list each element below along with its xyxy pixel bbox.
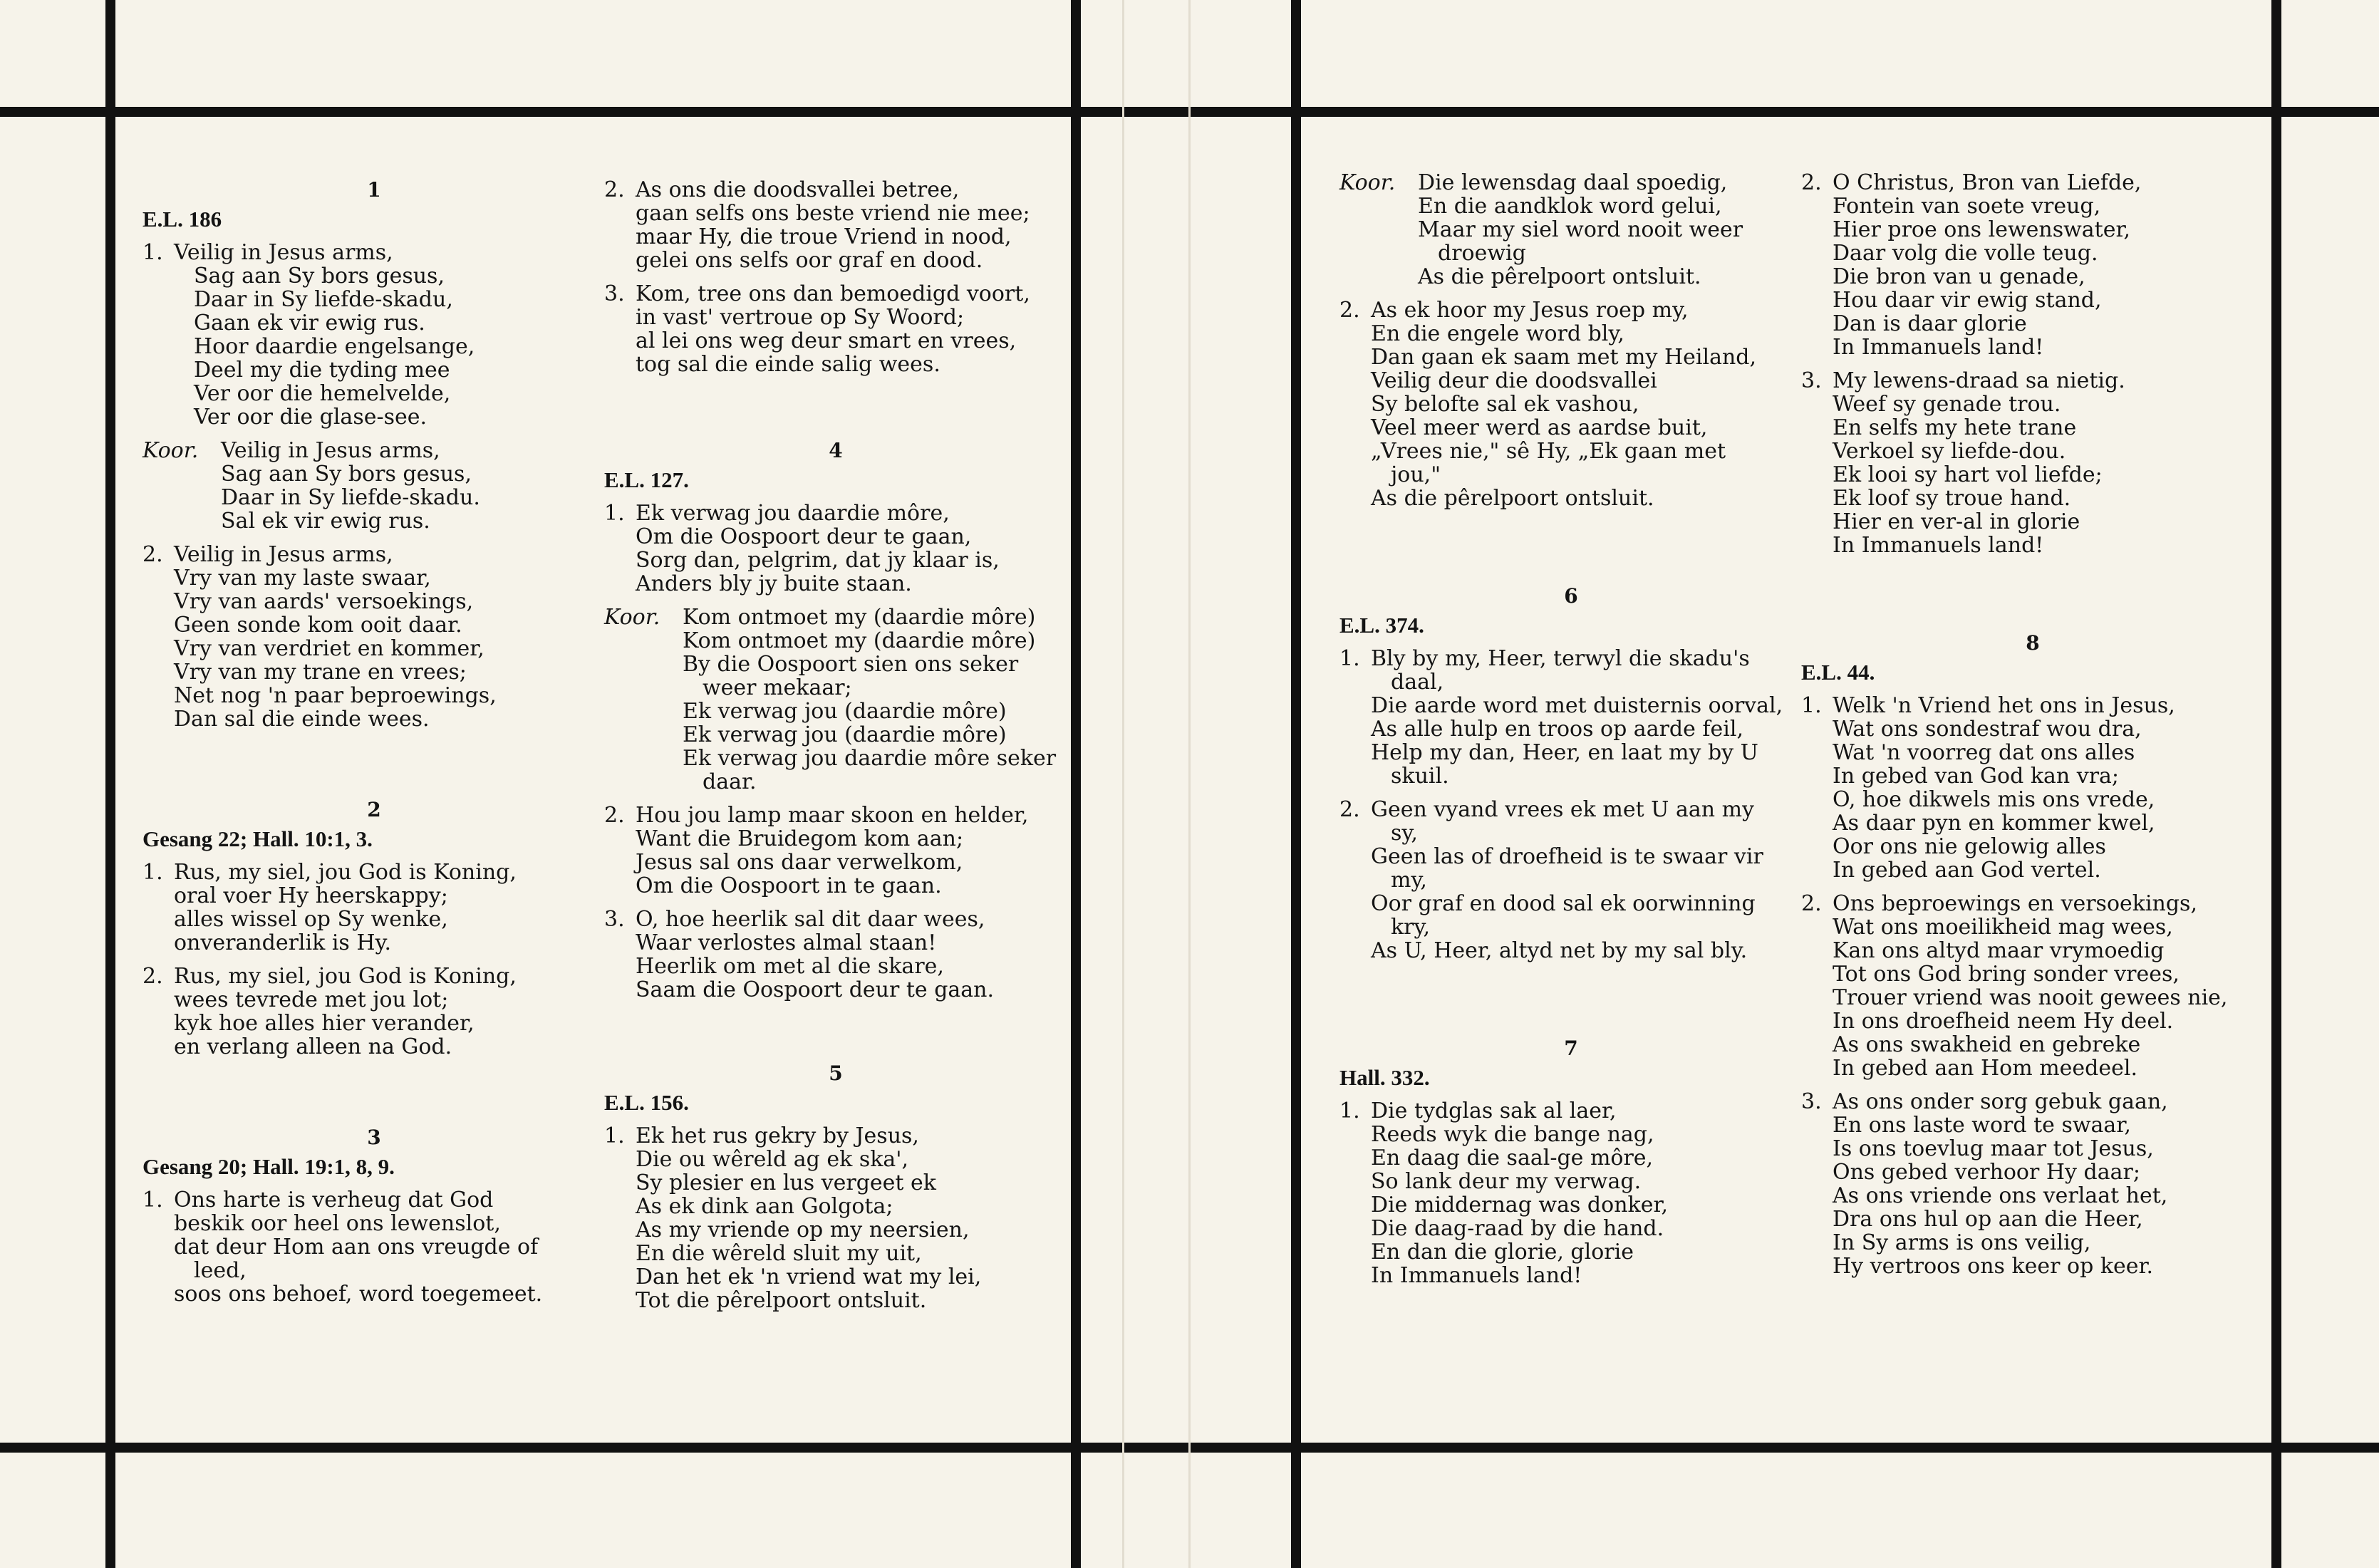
verse-line: Net nog 'n paar beproewings,	[174, 683, 497, 708]
verse	[142, 861, 606, 955]
chorus-label: Koor.	[142, 438, 199, 463]
hymn-number: 8	[2026, 631, 2040, 655]
verse-line: As die pêrelpoort ontsluit.	[1418, 264, 1701, 289]
verse-label: 1.	[1801, 693, 1822, 718]
verse-line: Die tydglas sak al laer,	[1371, 1099, 1617, 1123]
verse-line: gaan selfs ons beste vriend nie mee;	[636, 201, 1030, 226]
verse-label: 3.	[604, 281, 625, 306]
verse-line: Hou daar vir ewig stand,	[1833, 288, 2102, 313]
hymn-8	[1801, 631, 2264, 1278]
verse-label: 2.	[1339, 797, 1360, 822]
verse-line: In ons droefheid neem Hy deel.	[1833, 1009, 2174, 1034]
verse-line: Wat ons moeilikheid mag wees,	[1833, 915, 2173, 940]
verse-lines	[1833, 892, 2264, 1080]
verse	[1801, 369, 2264, 557]
verse-line: O, hoe dikwels mis ons vrede,	[1833, 787, 2155, 812]
verse-line: As ons die doodsvallei betree,	[636, 177, 960, 202]
verse-lines	[1371, 1099, 1803, 1287]
right-outer-rule	[2271, 0, 2281, 1568]
verse-lines	[636, 502, 1067, 596]
hymn-5	[604, 1061, 1067, 1312]
verse-line: As die pêrelpoort ontsluit.	[1371, 486, 1654, 511]
verse-lines	[636, 908, 1067, 1002]
verse-line: In gebed van God kan vra;	[1833, 764, 2120, 789]
hymn-1	[142, 178, 606, 731]
verse-lines	[1371, 298, 1803, 510]
verse-label: 2.	[142, 542, 163, 567]
verse-line: Anders bly jy buite staan.	[636, 571, 912, 596]
verse-line: Sal ek vir ewig rus.	[221, 509, 430, 534]
verse-line: Die bron van u genade,	[1833, 264, 2085, 289]
chorus-label: Koor.	[604, 605, 660, 630]
verse-line: Jesus sal ons daar verwelkom,	[636, 850, 963, 875]
verse-label: 2.	[1801, 891, 1822, 916]
verse-line: Oor ons nie gelowig alles	[1833, 834, 2106, 859]
verse-line: Heerlik om met al die skare,	[636, 954, 944, 979]
verse-label: 2.	[1339, 298, 1360, 323]
verse-line: En dan die glorie, glorie	[1371, 1240, 1634, 1265]
verse-line: Bly by my, Heer, terwyl die skadu's	[1371, 646, 1750, 671]
verse-line: daar.	[703, 769, 757, 794]
verse	[1339, 298, 1803, 510]
verse-line: In gebed aan God vertel.	[1833, 858, 2101, 883]
verse-line: En die engele word bly,	[1371, 321, 1624, 346]
verse-lines	[174, 1188, 606, 1306]
hymn-3	[142, 1126, 606, 1306]
verse	[1339, 1099, 1803, 1287]
verse-lines	[174, 543, 606, 731]
hymn-source: E.L. 156.	[604, 1090, 689, 1115]
verse-line: Geen sonde kom ooit daar.	[174, 613, 462, 638]
page-fold-right	[1188, 0, 1191, 1568]
verse-line: dat deur Hom aan ons vreugde of	[174, 1235, 539, 1260]
verse-line: my,	[1391, 868, 1427, 893]
page-fold-left	[1122, 0, 1124, 1568]
verse-label: 1.	[142, 1188, 163, 1213]
verse-line: Ek verwag jou (daardie môre)	[683, 699, 1007, 724]
verse-line: As daar pyn en kommer kwel,	[1833, 811, 2155, 836]
verse-line: As ons onder sorg gebuk gaan,	[1833, 1089, 2168, 1114]
hymn-7-continued	[1801, 171, 2264, 557]
verse	[604, 502, 1067, 596]
verse-line: As alle hulp en troos op aarde feil,	[1371, 717, 1743, 742]
verse-line: Veilig in Jesus arms,	[174, 542, 393, 567]
verse-line: Sag aan Sy bors gesus,	[194, 264, 445, 289]
verse-lines	[174, 965, 606, 1059]
verse-line: soos ons behoef, word toegemeet.	[174, 1282, 543, 1307]
verse-line: Die ou wêreld ag ek ska',	[636, 1147, 909, 1172]
verse-line: As ek hoor my Jesus roep my,	[1371, 298, 1689, 323]
verse	[1339, 798, 1803, 962]
verse-lines	[1833, 369, 2264, 557]
verse	[142, 965, 606, 1059]
verse-line: Tot ons God bring sonder vrees,	[1833, 962, 2180, 987]
verse-label: 2.	[604, 803, 625, 828]
verse-line: Veel meer werd as aardse buit,	[1371, 415, 1708, 440]
hymn-number: 2	[367, 798, 381, 821]
verse-line: Waar verlostes almal staan!	[636, 930, 937, 955]
verse	[142, 241, 606, 429]
verse-line: Hy vertroos ons keer op keer.	[1833, 1254, 2154, 1279]
verse-line: Help my dan, Heer, en laat my by U	[1371, 740, 1758, 765]
verse-line: Tot die pêrelpoort ontsluit.	[636, 1288, 927, 1313]
hymn-7	[1339, 1037, 1803, 1287]
verse-line: As U, Heer, altyd net by my sal bly.	[1371, 938, 1748, 963]
verse-label: 2.	[1801, 170, 1822, 195]
verse-line: Rus, my siel, jou God is Koning,	[174, 964, 517, 989]
column-4	[1801, 171, 2264, 1288]
verse-line: En selfs my hete trane	[1833, 415, 2077, 440]
chorus-label: Koor.	[1339, 170, 1396, 195]
verse-line: onveranderlik is Hy.	[174, 930, 392, 955]
hymn-number: 3	[367, 1126, 381, 1149]
verse-line: Weef sy genade trou.	[1833, 392, 2061, 417]
verse-line: Want die Bruidegom kom aan;	[636, 826, 964, 851]
hymn-3-continued	[604, 178, 1067, 376]
verse-line: Kom, tree ons dan bemoedigd voort,	[636, 281, 1030, 306]
verse	[604, 282, 1067, 376]
hymn-4	[604, 439, 1067, 1002]
verse-line: Verkoel sy liefde-dou.	[1833, 439, 2066, 464]
column-3	[1339, 171, 1803, 1297]
verse-line: „Vrees nie," sê Hy, „Ek gaan met	[1371, 439, 1726, 464]
hymn-source: E.L. 127.	[604, 467, 689, 492]
verse-line: In Immanuels land!	[1371, 1263, 1582, 1288]
verse-line: maar Hy, die troue Vriend in nood,	[636, 224, 1012, 249]
verse-line: Daar in Sy liefde-skadu.	[221, 485, 480, 510]
verse-line: Dra ons hul op aan die Heer,	[1833, 1207, 2143, 1232]
verse-line: In gebed aan Hom meedeel.	[1833, 1056, 2137, 1081]
verse-line: Ver oor die hemelvelde,	[194, 381, 451, 406]
verse-line: My lewens-draad sa nietig.	[1833, 368, 2125, 393]
verse-line: Rus, my siel, jou God is Koning,	[174, 860, 517, 885]
verse	[1801, 1090, 2264, 1278]
verse-line: Kan ons altyd maar vrymoedig	[1833, 938, 2165, 963]
verse-lines	[636, 178, 1067, 272]
verse-line: Ons gebed verhoor Hy daar;	[1833, 1160, 2140, 1185]
right-inner-rule	[1291, 0, 1301, 1568]
verse-label: 1.	[604, 501, 625, 526]
hymn-source: Hall. 332.	[1339, 1065, 1430, 1090]
verse-line: Trouer vriend was nooit gewees nie,	[1833, 985, 2228, 1010]
verse-line: Om die Oospoort deur te gaan,	[636, 524, 972, 549]
verse-lines	[1833, 1090, 2264, 1278]
hymn-source: Gesang 22; Hall. 10:1, 3.	[142, 826, 373, 851]
verse-line: Saam die Oospoort deur te gaan.	[636, 977, 995, 1002]
verse-line: Ver oor die glase-see.	[194, 405, 427, 430]
column-1	[142, 178, 606, 1316]
left-inner-rule	[1071, 0, 1081, 1568]
verse-line: As ek dink aan Golgota;	[636, 1194, 893, 1219]
verse-line: Ek verwag jou daardie môre seker	[683, 746, 1057, 771]
verse-line: Sy plesier en lus vergeet ek	[636, 1170, 936, 1195]
verse-line: Daar volg die volle teug.	[1833, 241, 2098, 266]
left-outer-rule	[105, 0, 115, 1568]
verse-line: As ons vriende ons verlaat het,	[1833, 1183, 2168, 1208]
column-2	[604, 178, 1067, 1322]
verse-line: Die lewensdag daal spoedig,	[1418, 170, 1728, 195]
verse-line: Sag aan Sy bors gesus,	[221, 462, 472, 487]
verse-line: Oor graf en dood sal ek oorwinning	[1371, 891, 1756, 916]
verse-line: Die aarde word met duisternis oorval,	[1371, 693, 1783, 718]
verse-line: in vast' vertroue op Sy Woord;	[636, 305, 965, 330]
verse-line: sy,	[1391, 821, 1418, 846]
verse-lines	[636, 282, 1067, 376]
verse-line: Dan sal die einde wees.	[174, 707, 430, 732]
hymn-source: E.L. 44.	[1801, 660, 1875, 685]
chorus	[142, 439, 606, 533]
verse-lines	[636, 804, 1067, 898]
hymn-number: 4	[829, 439, 843, 462]
verse-label: 1.	[604, 1123, 625, 1148]
verse-line: In Immanuels land!	[1833, 335, 2044, 360]
verse-line: Vry van verdriet en kommer,	[174, 636, 484, 661]
verse-lines	[1371, 647, 1803, 788]
verse	[604, 178, 1067, 272]
verse	[604, 1124, 1067, 1312]
verse-line: Ek looi sy hart vol liefde;	[1833, 462, 2103, 487]
verse-line: En ons laste word te swaar,	[1833, 1113, 2131, 1138]
chorus	[1339, 171, 1803, 289]
verse-lines	[1371, 798, 1803, 962]
verse-label: 1.	[1339, 1099, 1360, 1123]
verse-line: En die wêreld sluit my uit,	[636, 1241, 922, 1266]
verse	[604, 908, 1067, 1002]
hymn-source: E.L. 374.	[1339, 613, 1424, 638]
verse	[142, 543, 606, 731]
verse-line: En daag die saal-ge môre,	[1371, 1146, 1654, 1170]
verse-lines	[174, 241, 606, 429]
hymn-6	[1339, 584, 1803, 962]
hymn-source: E.L. 186	[142, 207, 222, 232]
chorus	[604, 606, 1067, 794]
verse-line: Ek loof sy troue hand.	[1833, 486, 2071, 511]
verse-line: Hier en ver-al in glorie	[1833, 509, 2080, 534]
verse-line: O, hoe heerlik sal dit daar wees,	[636, 907, 985, 932]
verse-line: al lei ons weg deur smart en vrees,	[636, 328, 1017, 353]
verse-line: gelei ons selfs oor graf en dood.	[636, 248, 983, 273]
verse	[1339, 647, 1803, 788]
verse-lines	[1418, 171, 1803, 289]
hymn-number: 1	[367, 178, 381, 202]
verse-line: Om die Oospoort in te gaan.	[636, 873, 942, 898]
verse-line: Wat ons sondestraf wou dra,	[1833, 717, 2142, 742]
verse-line: Kom ontmoet my (daardie môre)	[683, 628, 1036, 653]
verse-lines	[1833, 694, 2264, 882]
verse-lines	[174, 861, 606, 955]
verse-line: Reeds wyk die bange nag,	[1371, 1122, 1654, 1147]
verse-line: Hoor daardie engelsange,	[194, 334, 475, 359]
verse-line: weer mekaar;	[703, 675, 852, 700]
verse-label: 1.	[142, 240, 163, 265]
verse-label: 2.	[142, 964, 163, 989]
verse	[1801, 171, 2264, 359]
verse-line: tog sal die einde salig wees.	[636, 352, 940, 377]
hymn-number: 7	[1564, 1037, 1578, 1060]
verse-line: Ek het rus gekry by Jesus,	[636, 1123, 919, 1148]
verse-line: Fontein van soete vreug,	[1833, 194, 2101, 219]
verse-line: Geen las of droefheid is te swaar vir	[1371, 844, 1763, 869]
verse-line: skuil.	[1391, 764, 1449, 789]
verse-line: jou,"	[1391, 462, 1441, 487]
hymn-number: 6	[1564, 584, 1578, 608]
verse-label: 3.	[604, 907, 625, 932]
verse-line: oral voer Hy heerskappy;	[174, 883, 448, 908]
verse-line: wees tevrede met jou lot;	[174, 987, 449, 1012]
verse-line: alles wissel op Sy wenke,	[174, 907, 448, 932]
verse-line: beskik oor heel ons lewenslot,	[174, 1211, 501, 1236]
verse-line: daal,	[1391, 670, 1444, 695]
verse-line: Is ons toevlug maar tot Jesus,	[1833, 1136, 2154, 1161]
verse-line: Ons beproewings en versoekings,	[1833, 891, 2197, 916]
hymn-5-continued	[1339, 171, 1803, 510]
verse-line: leed,	[194, 1258, 247, 1283]
verse-line: Kom ontmoet my (daardie môre)	[683, 605, 1036, 630]
verse-line: Vry van my laste swaar,	[174, 566, 431, 591]
verse-line: Hier proe ons lewenswater,	[1833, 217, 2131, 242]
verse-label: 3.	[1801, 368, 1822, 393]
verse-line: Vry van my trane en vrees;	[174, 660, 467, 685]
verse-lines	[1833, 171, 2264, 359]
hymn-number: 5	[829, 1061, 843, 1085]
verse-line: Gaan ek vir ewig rus.	[194, 311, 425, 336]
verse-line: Sorg dan, pelgrim, dat jy klaar is,	[636, 548, 1000, 573]
verse-line: Dan is daar glorie	[1833, 311, 2027, 336]
verse-line: Deel my die tyding mee	[194, 358, 450, 383]
verse-line: Hou jou lamp maar skoon en helder,	[636, 803, 1029, 828]
verse-line: kry,	[1391, 915, 1431, 940]
verse-line: Veilig in Jesus arms,	[174, 240, 393, 265]
verse-line: Dan gaan ek saam met my Heiland,	[1371, 345, 1757, 370]
verse-line: Welk 'n Vriend het ons in Jesus,	[1833, 693, 2175, 718]
verse-line: Die middernag was donker,	[1371, 1193, 1669, 1217]
verse-line: Veilig in Jesus arms,	[221, 438, 440, 463]
verse-line: Veilig deur die doodsvallei	[1371, 368, 1657, 393]
verse-lines	[221, 439, 606, 533]
verse	[1801, 892, 2264, 1080]
verse-line: kyk hoe alles hier verander,	[174, 1011, 475, 1036]
verse-lines	[683, 606, 1067, 794]
verse-line: Geen vyand vrees ek met U aan my	[1371, 797, 1755, 822]
verse-line: O Christus, Bron van Liefde,	[1833, 170, 2142, 195]
verse-line: Ek verwag jou daardie môre,	[636, 501, 950, 526]
verse-line: As ons swakheid en gebreke	[1833, 1032, 2141, 1057]
verse	[1801, 694, 2264, 882]
verse-line: Ons harte is verheug dat God	[174, 1188, 494, 1213]
verse	[142, 1188, 606, 1306]
verse-line: Ek verwag jou (daardie môre)	[683, 722, 1007, 747]
verse-line: By die Oospoort sien ons seker	[683, 652, 1019, 677]
verse-lines	[636, 1124, 1067, 1312]
hymn-source: Gesang 20; Hall. 19:1, 8, 9.	[142, 1154, 395, 1179]
verse-line: Sy belofte sal ek vashou,	[1371, 392, 1639, 417]
verse	[604, 804, 1067, 898]
verse-line: En die aandklok word gelui,	[1418, 194, 1722, 219]
verse-line: In Immanuels land!	[1833, 533, 2044, 558]
hymn-2	[142, 798, 606, 1059]
verse-line: Vry van aards' versoekings,	[174, 589, 474, 614]
verse-line: Die daag-raad by die hand.	[1371, 1216, 1664, 1241]
verse-label: 2.	[604, 177, 625, 202]
verse-line: en verlang alleen na God.	[174, 1034, 452, 1059]
verse-line: So lank deur my verwag.	[1371, 1169, 1642, 1194]
verse-line: Daar in Sy liefde-skadu,	[194, 287, 453, 312]
verse-line: Maar my siel word nooit weer	[1418, 217, 1743, 242]
verse-label: 3.	[1801, 1089, 1822, 1114]
verse-line: droewig	[1438, 241, 1526, 266]
verse-line: Wat 'n voorreg dat ons alles	[1833, 740, 2135, 765]
verse-line: Dan het ek 'n vriend wat my lei,	[636, 1265, 982, 1289]
verse-label: 1.	[1339, 646, 1360, 671]
verse-label: 1.	[142, 860, 163, 885]
verse-line: As my vriende op my neersien,	[636, 1217, 970, 1242]
verse-line: In Sy arms is ons veilig,	[1833, 1230, 2091, 1255]
